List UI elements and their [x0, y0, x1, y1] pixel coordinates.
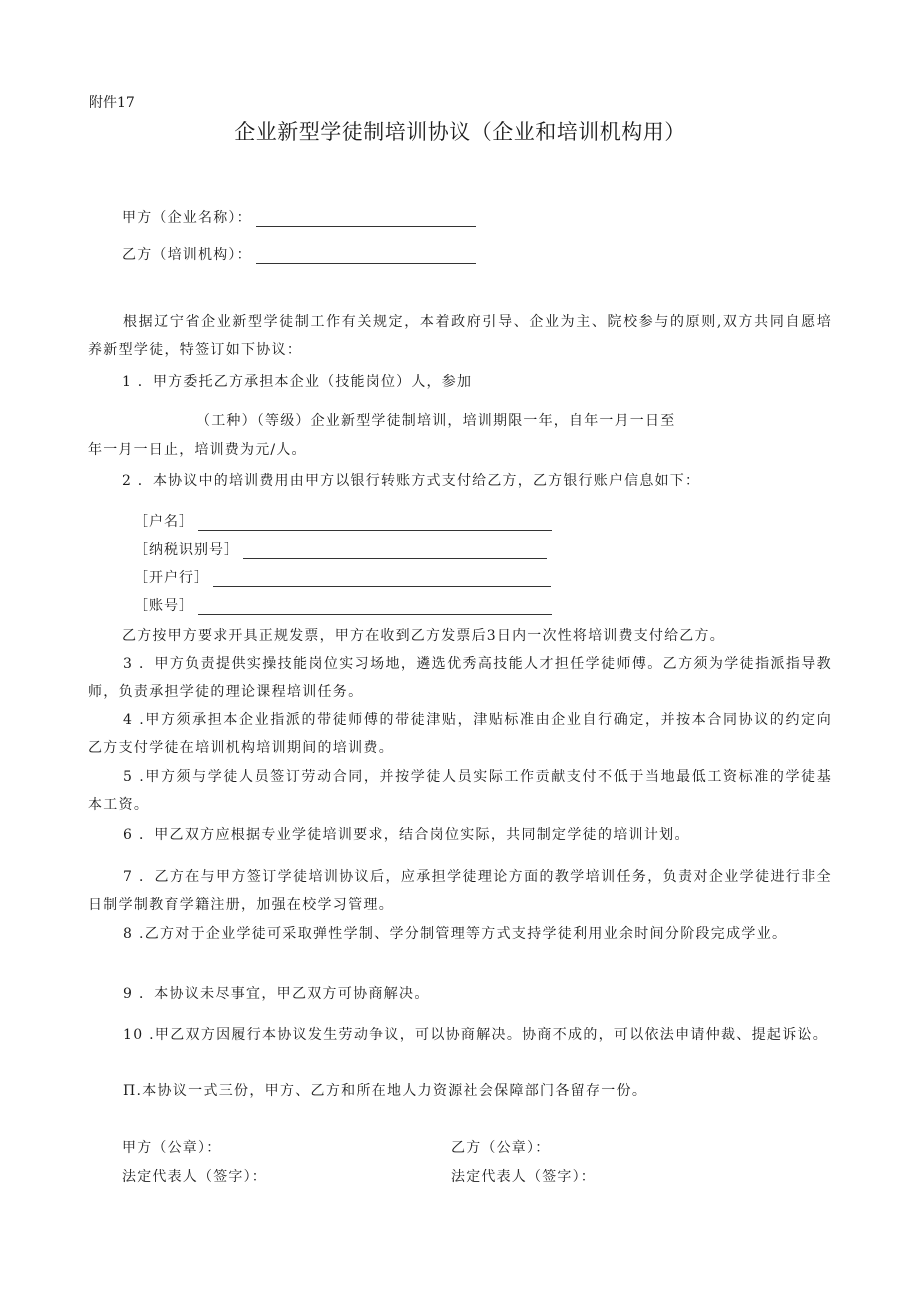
party-b-seal-label: 乙方（公章）：: [451, 1140, 551, 1156]
party-a-row: [122, 207, 476, 227]
bank-account-no-label: ［账号］: [134, 598, 194, 614]
party-a-rep-label: 法定代表人（签字）：: [122, 1169, 267, 1185]
bank-account-no-blank[interactable]: [198, 600, 552, 615]
clause-2: 2 ．本协议中的培训费用由甲方以银行转账方式支付给乙方，乙方银行账户信息如下：: [122, 473, 701, 489]
party-a-blank[interactable]: [256, 212, 476, 227]
clause-1-line-1: 1 ．甲方委托乙方承担本企业（技能岗位）人，参加: [122, 374, 473, 390]
clause-3: 3 ．甲方负责提供实操技能岗位实习场地，遴选优秀高技能人才担任学徒师傅。乙方须为学徒指派指导教师，负责承担学徒的理论课程培训任务。: [88, 656, 832, 700]
clause-9: 9 ．本协议未尽事宜，甲乙双方可协商解决。: [123, 986, 430, 1002]
clause-1-line-2: （工种）（等级）企业新型学徒制培训，培训期限一年，自年一月一日至: [196, 413, 676, 429]
party-a-seal-label: 甲方（公章）：: [122, 1140, 222, 1156]
bank-name-row: [134, 567, 551, 587]
bank-tax-id-blank[interactable]: [243, 544, 547, 559]
bank-tax-id-row: [134, 539, 547, 559]
bank-account-no-row: [134, 595, 552, 615]
bank-account-name-label: ［户名］: [134, 514, 194, 530]
clause-6: 6 ．甲乙双方应根据专业学徒培训要求，结合岗位实际，共同制定学徒的培训计划。: [123, 827, 690, 843]
clause-1-line-3: 年一月一日止，培训费为元/人。: [88, 442, 307, 458]
clause-7: 7 ．乙方在与甲方签订学徒培训协议后，应承担学徒理论方面的教学培训任务，负责对企业学徒进行非全日制学制教育学籍注册，加强在校学习管理。: [88, 869, 832, 913]
clause-4: 4 .甲方须承担本企业指派的带徒师傅的带徒津贴，津贴标准由企业自行确定，并按本合同协议的约定向乙方支付学徒在培训机构培训期间的培训费。: [88, 712, 832, 756]
party-b-label: 乙方（培训机构）：: [122, 247, 252, 263]
party-b-rep-label: 法定代表人（签字）：: [451, 1169, 596, 1185]
bank-name-blank[interactable]: [213, 572, 551, 587]
clause-10: 10 .甲乙双方因履行本协议发生劳动争议，可以协商解决。协商不成的，可以依法申请仲裁、提起诉讼。: [123, 1027, 829, 1043]
bank-account-name-row: [134, 511, 552, 531]
intro-paragraph: 根据辽宁省企业新型学徒制工作有关规定，本着政府引导、企业为主、院校参与的原则,双方共同自愿培养新型学徒，特签订如下协议：: [88, 314, 832, 358]
party-a-label: 甲方（企业名称）：: [122, 210, 252, 226]
bank-name-label: ［开户行］: [134, 570, 209, 586]
clause-11: Π.本协议一式三份，甲方、乙方和所在地人力资源社会保障部门各留存一份。: [123, 1083, 648, 1099]
bank-tax-id-label: ［纳税识别号］: [134, 542, 239, 558]
party-b-row: [122, 244, 476, 264]
party-b-blank[interactable]: [256, 249, 476, 264]
bank-account-name-blank[interactable]: [198, 516, 552, 531]
clause-8: 8 .乙方对于企业学徒可采取弹性学制、学分制管理等方式支持学徒利用业余时间分阶段完成学业。: [123, 926, 788, 942]
document-title: 企业新型学徒制培训协议（企业和培训机构用）: [234, 120, 686, 144]
invoice-note: 乙方按甲方要求开具正规发票，甲方在收到乙方发票后3日内一次性将培训费支付给乙方。: [122, 628, 725, 644]
clause-5: 5 .甲方须与学徒人员签订劳动合同，并按学徒人员实际工作贡献支付不低于当地最低工资标准的学徒基本工资。: [88, 769, 832, 813]
attachment-label: 附件17: [89, 95, 135, 111]
